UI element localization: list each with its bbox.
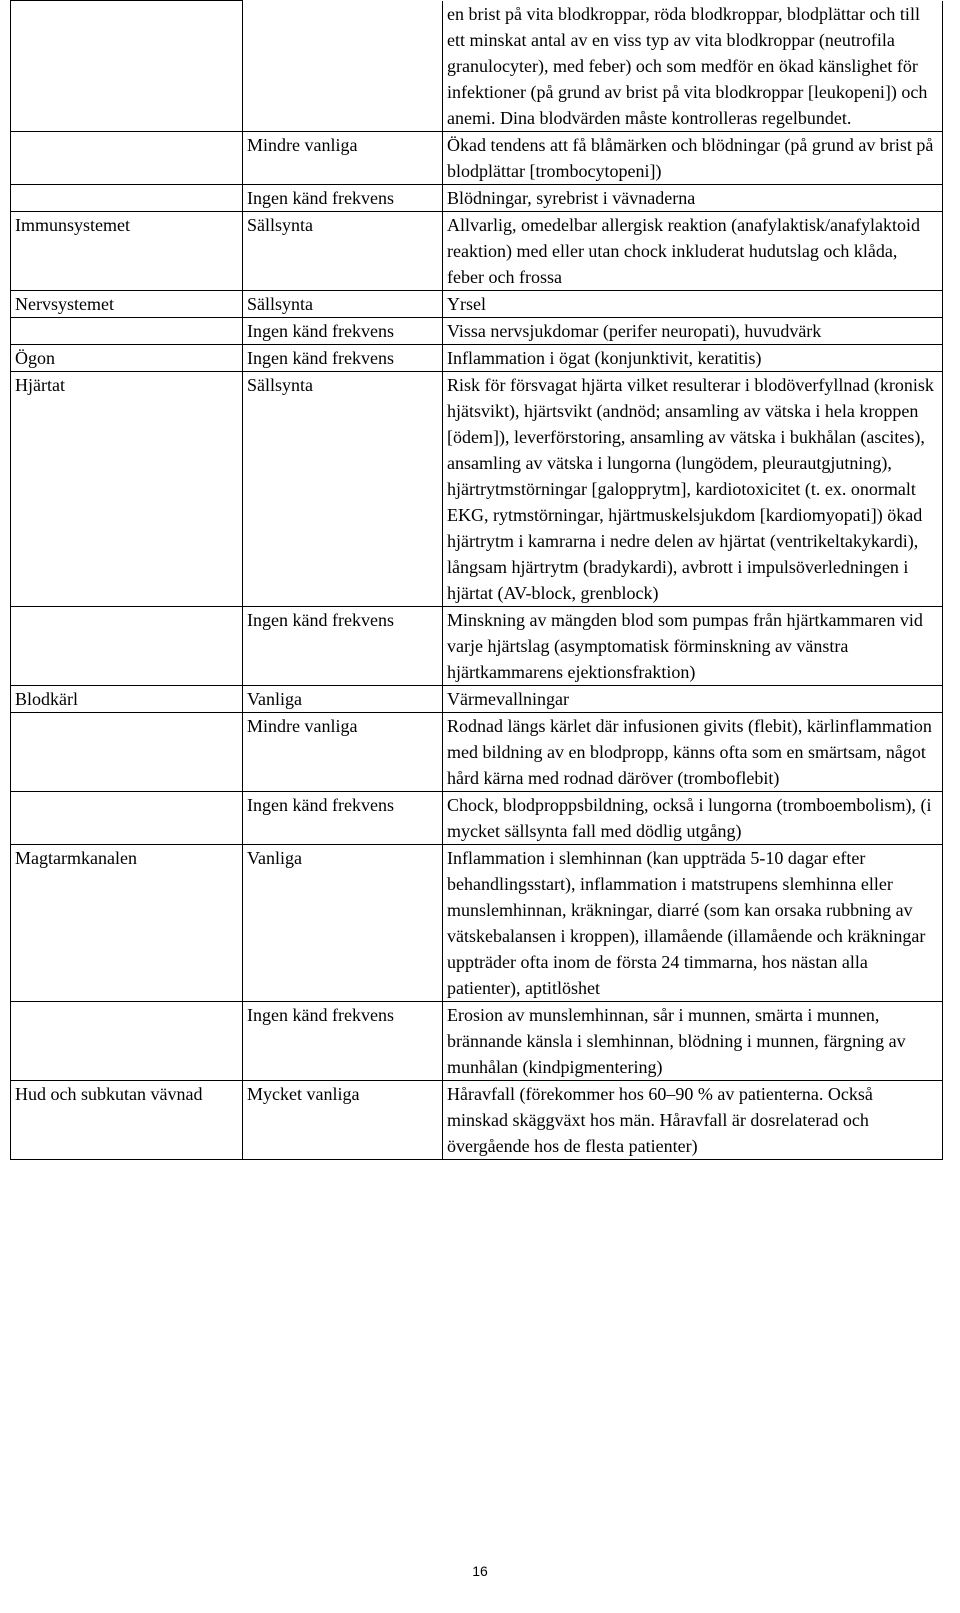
- effect-cell: Håravfall (förekommer hos 60–90 % av patienterna. Också minskad skäggväxt hos män. Håravfall är dosrelaterad och övergående hos de flesta patienter): [443, 1080, 943, 1159]
- page-number: 16: [472, 1563, 488, 1579]
- organ-cell: Ögon: [11, 344, 243, 371]
- organ-cell: Hjärtat: [11, 371, 243, 606]
- frequency-cell: Vanliga: [243, 685, 443, 712]
- frequency-cell: Sällsynta: [243, 290, 443, 317]
- table-row: [11, 1, 943, 132]
- frequency-cell: Mindre vanliga: [243, 131, 443, 184]
- side-effects-table: [10, 0, 943, 1160]
- frequency-cell: Ingen känd frekvens: [243, 791, 443, 844]
- table-row: [11, 606, 943, 685]
- table-row: [11, 344, 943, 371]
- frequency-cell: Ingen känd frekvens: [243, 606, 443, 685]
- effect-cell: Yrsel: [443, 290, 943, 317]
- effect-cell: Blödningar, syrebrist i vävnaderna: [443, 184, 943, 211]
- organ-cell: [11, 131, 243, 184]
- table-row: [11, 317, 943, 344]
- table-row: [11, 290, 943, 317]
- organ-cell: Blodkärl: [11, 685, 243, 712]
- organ-cell: Immunsystemet: [11, 211, 243, 290]
- frequency-cell: Vanliga: [243, 844, 443, 1001]
- effect-cell: Minskning av mängden blod som pumpas från hjärtkammaren vid varje hjärtslag (asymptomatisk förminskning av vänstra hjärtkammarens ejektionsfraktion): [443, 606, 943, 685]
- organ-cell: [11, 1001, 243, 1080]
- table-row: [11, 1001, 943, 1080]
- frequency-cell: [243, 1, 443, 132]
- organ-cell: [11, 606, 243, 685]
- frequency-cell: Sällsynta: [243, 211, 443, 290]
- organ-cell: [11, 1, 243, 132]
- effect-cell: Inflammation i slemhinnan (kan uppträda 5-10 dagar efter behandlingsstart), inflammation i matstrupens slemhinna eller munslemhinnan, kräkningar, diarré (som kan orsaka rubbning av vätskebalansen i kroppen), illamående (illamående och kräkningar uppträder ofta inom de första 24 timmarna, hos nästan alla patienter), aptitlöshet: [443, 844, 943, 1001]
- table-row: [11, 791, 943, 844]
- effect-cell: Inflammation i ögat (konjunktivit, keratitis): [443, 344, 943, 371]
- organ-cell: Magtarmkanalen: [11, 844, 243, 1001]
- effect-cell: Vissa nervsjukdomar (perifer neuropati), huvudvärk: [443, 317, 943, 344]
- effect-cell: Allvarlig, omedelbar allergisk reaktion (anafylaktisk/anafylaktoid reaktion) med eller utan chock inkluderat hudutslag och klåda, feber och frossa: [443, 211, 943, 290]
- table-row: [11, 371, 943, 606]
- frequency-cell: Ingen känd frekvens: [243, 184, 443, 211]
- table-row: [11, 1080, 943, 1159]
- table-row: [11, 211, 943, 290]
- table-row: [11, 131, 943, 184]
- table-row: [11, 844, 943, 1001]
- effect-cell: Chock, blodproppsbildning, också i lungorna (tromboembolism), (i mycket sällsynta fall med dödlig utgång): [443, 791, 943, 844]
- frequency-cell: Sällsynta: [243, 371, 443, 606]
- table-row: [11, 685, 943, 712]
- frequency-cell: Ingen känd frekvens: [243, 344, 443, 371]
- frequency-cell: Ingen känd frekvens: [243, 317, 443, 344]
- organ-cell: Hud och subkutan vävnad: [11, 1080, 243, 1159]
- effect-cell: Värmevallningar: [443, 685, 943, 712]
- organ-cell: [11, 317, 243, 344]
- frequency-cell: Mindre vanliga: [243, 712, 443, 791]
- organ-cell: [11, 184, 243, 211]
- effect-cell: Erosion av munslemhinnan, sår i munnen, smärta i munnen, brännande känsla i slemhinnan, blödning i munnen, färgning av munhålan (kindpigmentering): [443, 1001, 943, 1080]
- organ-cell: [11, 791, 243, 844]
- frequency-cell: Mycket vanliga: [243, 1080, 443, 1159]
- effect-cell: Rodnad längs kärlet där infusionen givits (flebit), kärlinflammation med bildning av en blodpropp, känns ofta som en smärtsam, något hård kärna med rodnad däröver (tromboflebit): [443, 712, 943, 791]
- frequency-cell: Ingen känd frekvens: [243, 1001, 443, 1080]
- effect-cell: Ökad tendens att få blåmärken och blödningar (på grund av brist på blodplättar [trombocytopeni]): [443, 131, 943, 184]
- organ-cell: Nervsystemet: [11, 290, 243, 317]
- table-row: [11, 184, 943, 211]
- side-effects-table-container: [10, 0, 942, 1160]
- effect-cell: en brist på vita blodkroppar, röda blodkroppar, blodplättar och till ett minskat antal av en viss typ av vita blodkroppar (neutrofila granulocyter), med feber) och som medför en ökad känslighet för infektioner (på grund av brist på vita blodkroppar [leukopeni]) och anemi. Dina blodvärden måste kontrolleras regelbundet.: [443, 1, 943, 132]
- organ-cell: [11, 712, 243, 791]
- effect-cell: Risk för försvagat hjärta vilket resulterar i blodöverfyllnad (kronisk hjätsvikt), hjärtsvikt (andnöd; ansamling av vätska i hela kroppen [ödem]), leverförstoring, ansamling av vätska i bukhålan (ascites), ansamling av vätska i lungorna (lungödem, pleurautgjutning), hjärtrytmstörningar [galopprytm], kardiotoxicitet (t. ex. onormalt EKG, rytmstörningar, hjärtmuskelsjukdom [kardiomyopati]) ökad hjärtrytm i kamrarna i nedre delen av hjärtat (ventrikeltakykardi), långsam hjärtrytm (bradykardi), avbrott i impulsöverledningen i hjärtat (AV-block, grenblock): [443, 371, 943, 606]
- table-row: [11, 712, 943, 791]
